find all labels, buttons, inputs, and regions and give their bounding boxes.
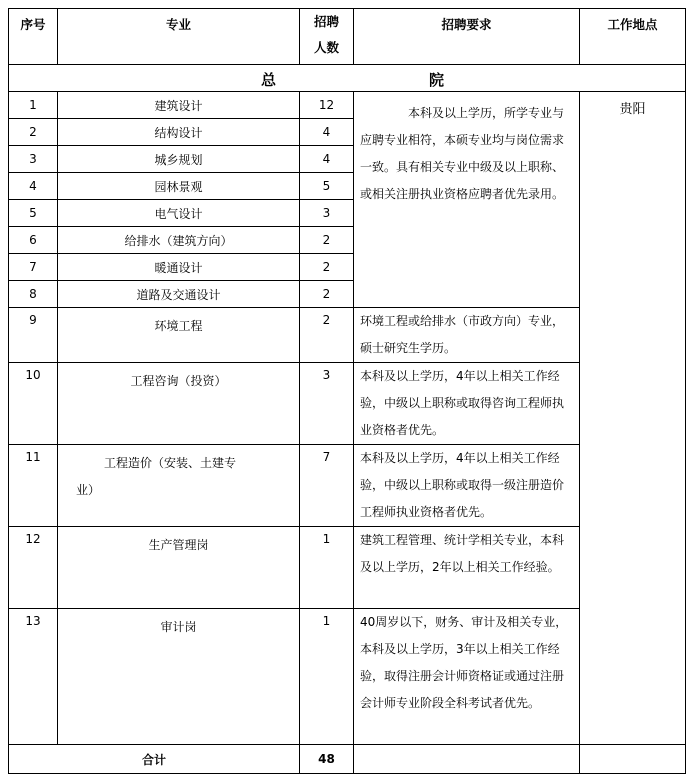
row-no: 12 — [9, 527, 58, 609]
row-count: 2 — [300, 281, 354, 308]
row-requirements-text: 环境工程或给排水（市政方向）专业，硕士研究生学历。 — [360, 314, 565, 355]
row-major-line2: 业） — [76, 483, 101, 497]
section-row — [9, 65, 686, 92]
row-no: 1 — [9, 92, 58, 119]
row-no: 8 — [9, 281, 58, 308]
header-row — [9, 9, 686, 65]
header-requirements: 招聘要求 — [354, 9, 580, 65]
row-requirements — [354, 445, 580, 527]
row-major: 建筑设计 — [58, 92, 300, 119]
row-major — [58, 445, 300, 527]
group-requirements-text: 本科及以上学历，所学专业与应聘专业相符，本硕专业均与岗位需求一致。具有相关专业中级及以上职称、或相关注册执业资格应聘者优先录用。 — [360, 106, 565, 201]
section-title — [9, 65, 686, 92]
header-count-line2: 人数 — [313, 40, 339, 55]
row-no: 5 — [9, 200, 58, 227]
row-no: 9 — [9, 308, 58, 363]
row-major: 给排水（建筑方向） — [58, 227, 300, 254]
row-count: 4 — [300, 146, 354, 173]
section-char-2: 院 — [429, 71, 445, 89]
row-major: 城乡规划 — [58, 146, 300, 173]
total-empty-requirements — [354, 745, 580, 774]
row-no: 13 — [9, 609, 58, 745]
work-location: 贵阳 — [580, 92, 686, 745]
row-major: 电气设计 — [58, 200, 300, 227]
row-major: 生产管理岗 — [58, 527, 300, 609]
row-major: 道路及交通设计 — [58, 281, 300, 308]
row-count: 1 — [300, 527, 354, 609]
row-no: 7 — [9, 254, 58, 281]
row-requirements-text: 本科及以上学历，4年以上相关工作经验，中级以上职称或取得咨询工程师执业资格者优先。 — [360, 369, 565, 437]
row-major: 审计岗 — [58, 609, 300, 745]
row-no: 4 — [9, 173, 58, 200]
row-no: 2 — [9, 119, 58, 146]
row-count: 7 — [300, 445, 354, 527]
row-requirements — [354, 308, 580, 363]
header-location: 工作地点 — [580, 9, 686, 65]
row-count: 3 — [300, 200, 354, 227]
row-no: 11 — [9, 445, 58, 527]
header-count — [300, 9, 354, 65]
row-count: 12 — [300, 92, 354, 119]
total-label: 合计 — [9, 745, 300, 774]
row-requirements — [354, 92, 580, 308]
row-no: 10 — [9, 363, 58, 445]
total-value: 48 — [300, 745, 354, 774]
row-no: 6 — [9, 227, 58, 254]
row-requirements-text: 本科及以上学历，4年以上相关工作经验，中级以上职称或取得一级注册造价工程师执业资格者优先。 — [360, 451, 565, 519]
row-major-line1: 工程造价（安装、土建专 — [104, 456, 237, 470]
total-empty-location — [580, 745, 686, 774]
row-major: 工程咨询（投资） — [58, 363, 300, 445]
row-major: 园林景观 — [58, 173, 300, 200]
header-seq: 序号 — [9, 9, 58, 65]
row-major: 结构设计 — [58, 119, 300, 146]
row-count: 3 — [300, 363, 354, 445]
header-major: 专业 — [58, 9, 300, 65]
row-count: 5 — [300, 173, 354, 200]
total-row — [9, 745, 686, 774]
row-requirements — [354, 363, 580, 445]
section-char-1: 总 — [261, 71, 277, 89]
row-major: 暖通设计 — [58, 254, 300, 281]
row-no: 3 — [9, 146, 58, 173]
row-requirements-text: 建筑工程管理、统计学相关专业，本科及以上学历，2年以上相关工作经验。 — [360, 533, 565, 574]
row-count: 2 — [300, 254, 354, 281]
row-requirements-text: 40周岁以下，财务、审计及相关专业，本科及以上学历，3年以上相关工作经验，取得注册会计师资格证或通过注册会计师专业阶段全科考试者优先。 — [360, 615, 568, 710]
row-requirements — [354, 527, 580, 609]
header-count-line1: 招聘 — [313, 14, 339, 29]
recruitment-table — [8, 8, 686, 774]
table-row — [9, 92, 686, 119]
row-count: 2 — [300, 308, 354, 363]
row-requirements — [354, 609, 580, 745]
row-count: 1 — [300, 609, 354, 745]
row-count: 2 — [300, 227, 354, 254]
row-major: 环境工程 — [58, 308, 300, 363]
row-count: 4 — [300, 119, 354, 146]
